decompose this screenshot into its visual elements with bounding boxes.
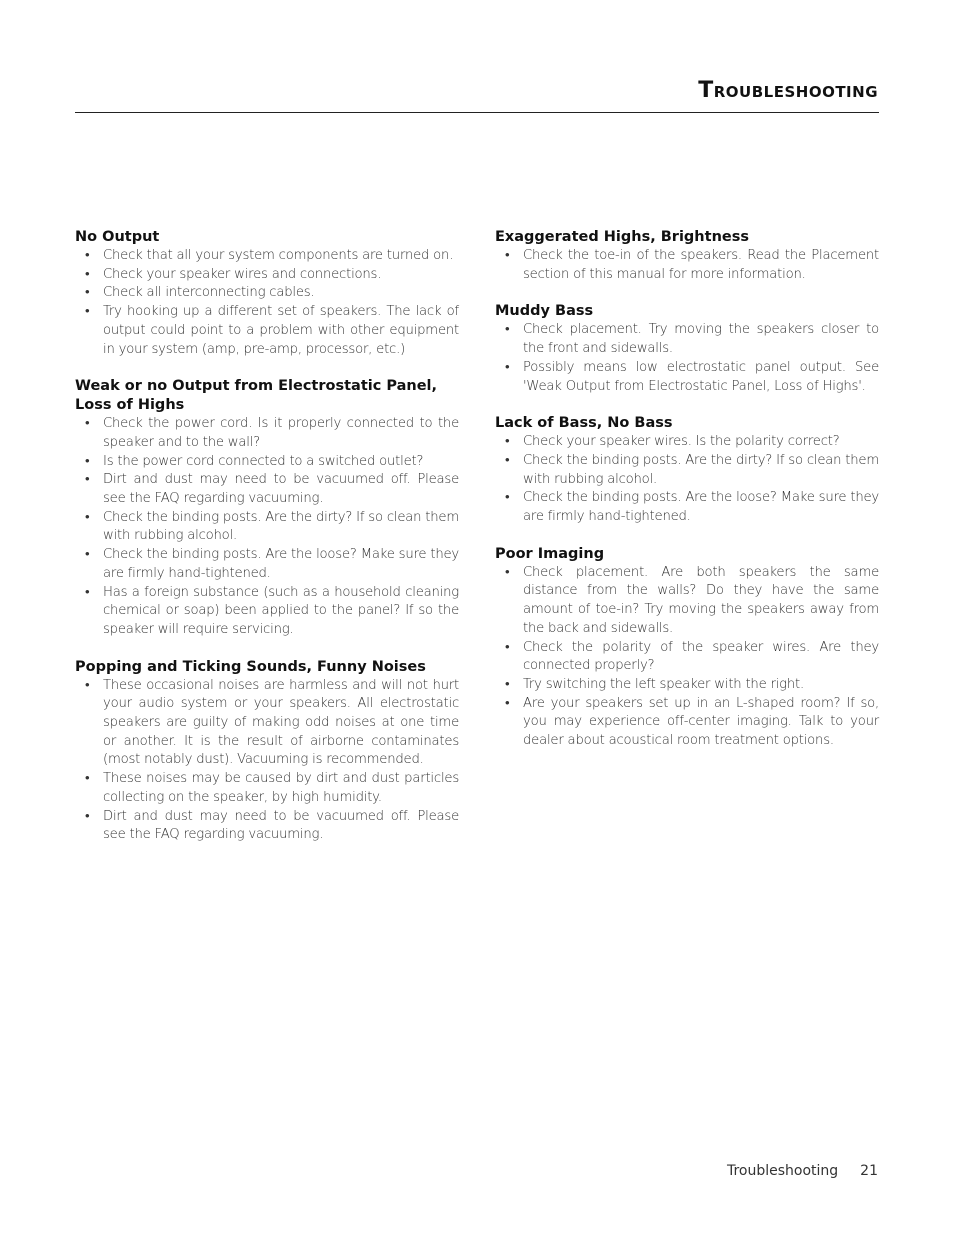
section-popping-noises <box>75 658 459 845</box>
list-item: • Check the polarity of the speaker wires. Are they connected properly? <box>495 639 879 676</box>
list-item: • Possibly means low electrostatic panel output. See 'Weak Output from Electrostatic Panel, Loss of Highs'. <box>495 359 879 396</box>
list-item: • These noises may be caused by dirt and dust particles collecting on the speaker, by high humidity. <box>75 770 459 807</box>
list-item: • Check the binding posts. Are the dirty? If so clean them with rubbing alcohol. <box>495 452 879 489</box>
section-heading: Weak or no Output from Electrostatic Panel, Loss of Highs <box>75 378 438 414</box>
section-heading: Exaggerated Highs, Brightness <box>495 229 749 245</box>
section-heading: Popping and Ticking Sounds, Funny Noises <box>75 658 426 675</box>
section-lack-of-bass <box>495 414 879 527</box>
section-heading: Poor Imaging <box>495 545 605 562</box>
page-title: Troubleshooting <box>698 78 878 103</box>
list-item: • Are your speakers set up in an L-shaped room? If so, you may experience off-center imaging. Talk to your dealer about acoustical room treatment options. <box>495 695 879 751</box>
list-item: • Has a foreign substance (such as a household cleaning chemical or soap) been applied to the panel? If so the speaker will require servicing. <box>75 584 459 640</box>
bullet-list <box>75 415 459 639</box>
list-item: • Check the binding posts. Are the dirty? If so clean them with rubbing alcohol. <box>75 509 459 546</box>
bullet-list <box>495 247 879 284</box>
page-footer <box>727 1163 878 1179</box>
footer-section-label: Troubleshooting <box>726 1163 839 1179</box>
right-column <box>495 228 879 769</box>
list-item: • These occasional noises are harmless and will not hurt your audio system or your speakers. All electrostatic speakers are guilty of making odd noises at one time or another. It is the result of airborne contaminates (most notably dust). Vacuuming is recommended. <box>75 677 459 771</box>
bullet-list <box>75 677 459 845</box>
bullet-list <box>495 433 879 527</box>
section-exaggerated-highs <box>495 228 879 284</box>
left-column <box>75 228 459 863</box>
section-heading: Muddy Bass <box>495 303 594 320</box>
section-heading: Lack of Bass, No Bass <box>495 415 673 432</box>
list-item: • Check the power cord. Is it properly connected to the speaker and to the wall? <box>75 415 459 452</box>
section-weak-output <box>75 377 459 639</box>
list-item: • Check that all your system components are turned on. <box>75 247 459 266</box>
section-heading: No Output <box>75 229 160 245</box>
title-rule <box>75 112 879 113</box>
list-item: • Check the toe-in of the speakers. Read the Placement section of this manual for more information. <box>495 247 879 284</box>
section-poor-imaging <box>495 545 879 751</box>
list-item: • Check placement. Are both speakers the same distance from the walls? Do they have the same amount of toe-in? Try moving the speakers away from the back and sidewalls. <box>495 564 879 639</box>
bullet-list <box>495 564 879 751</box>
section-no-output <box>75 228 459 359</box>
page-number: 21 <box>860 1163 878 1179</box>
list-item: • Check the binding posts. Are the loose? Make sure they are firmly hand-tightened. <box>495 489 879 526</box>
list-item: • Check placement. Try moving the speakers closer to the front and sidewalls. <box>495 321 879 358</box>
list-item: • Check all interconnecting cables. <box>75 284 459 303</box>
list-item: • Check your speaker wires. Is the polarity correct? <box>495 433 879 452</box>
list-item: • Try switching the left speaker with the right. <box>495 676 879 695</box>
section-muddy-bass <box>495 302 879 396</box>
bullet-list <box>495 321 879 396</box>
list-item: • Check the binding posts. Are the loose? Make sure they are firmly hand-tightened. <box>75 546 459 583</box>
list-item: • Try hooking up a different set of speakers. The lack of output could point to a problem with other equipment in your system (amp, pre-amp, processor, etc.) <box>75 303 459 359</box>
list-item: • Dirt and dust may need to be vacuumed off. Please see the FAQ regarding vacuuming. <box>75 471 459 508</box>
list-item: • Is the power cord connected to a switched outlet? <box>75 453 459 472</box>
list-item: • Dirt and dust may need to be vacuumed off. Please see the FAQ regarding vacuuming. <box>75 808 459 845</box>
list-item: • Check your speaker wires and connections. <box>75 266 459 285</box>
bullet-list <box>75 247 459 359</box>
